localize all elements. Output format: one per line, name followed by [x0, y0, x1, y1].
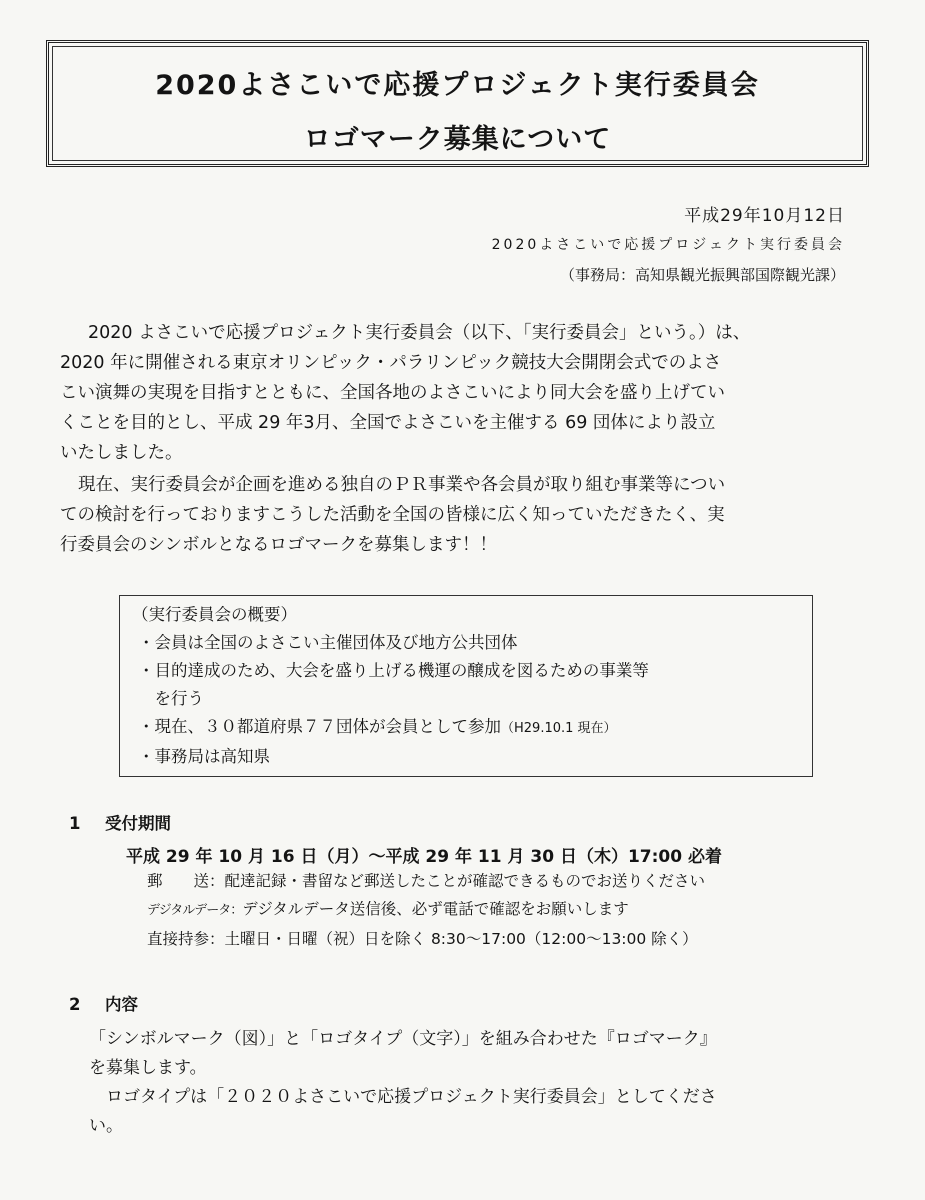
section-number: 2: [69, 995, 81, 1014]
summary-item: [138, 713, 800, 743]
summary-item: ・事務局は高知県: [138, 747, 270, 766]
intro-text: [60, 318, 860, 560]
title-box: [46, 40, 869, 167]
section-title: 受付期間: [105, 814, 171, 833]
reception-period: 平成 29 年 10 月 16 日（月）～平成 29 年 11 月 30 日（木）17:00 必着: [126, 847, 722, 867]
section-reception-period: [69, 810, 889, 953]
issue-date: 平成29年10月12日: [684, 206, 845, 226]
body-line: ロゴタイプは「２０２０よさこいで応援プロジェクト実行委員会」としてくださ: [89, 1087, 717, 1107]
summary-item-text: ・現在、３０都道府県７７団体が会員として参加: [138, 717, 501, 736]
body-line: い。: [89, 1116, 123, 1136]
section-heading: [69, 810, 889, 834]
section-body: [89, 1025, 889, 1141]
document-title: 2020よさこいで応援プロジェクト実行委員会: [155, 70, 760, 101]
intro-line: ての検討を行っておりますこうした活動を全国の皆様に広く知っていただきたく、実: [60, 505, 725, 525]
intro-line: 2020 年に開催される東京オリンピック・パラリンピック競技大会開閉会式でのよさ: [60, 353, 722, 373]
body-line: 「シンボルマーク（図）」と「ロゴタイプ（文字）」を組み合わせた『ロゴマーク』: [89, 1029, 717, 1049]
submission-method: [147, 867, 889, 895]
summary-item-note: （H29.10.1 現在）: [501, 721, 617, 736]
document-subtitle: ロゴマーク募集について: [303, 124, 612, 155]
method-text: 配達記録・書留など郵送したことが確認できるものでお送りください: [224, 872, 706, 890]
intro-line: くことを目的とし、平成 29 年3月、全国でよさこいを主催する 69 団体により設立: [60, 413, 716, 433]
method-label: デジタルデータ：: [147, 903, 243, 918]
summary-item: ・会員は全国のよさこい主催団体及び地方公共団体: [138, 633, 518, 652]
submission-method: [147, 925, 889, 953]
issuer-office: （事務局：高知県観光振興部国際観光課）: [559, 266, 845, 284]
intro-line: いたしました。: [60, 443, 183, 463]
section-number: 1: [69, 814, 81, 833]
intro-line: 現在、実行委員会が企画を進める独自のＰＲ事業や各会員が取り組む事業等につい: [78, 475, 726, 495]
section-contents: [69, 991, 889, 1141]
method-label: 郵 送：: [147, 872, 225, 890]
issuer-organization: 2020よさこいで応援プロジェクト実行委員会: [491, 237, 845, 253]
intro-line: 行委員会のシンボルとなるロゴマークを募集します！！: [60, 535, 498, 555]
submission-method: [147, 895, 889, 925]
body-line: を募集します。: [89, 1058, 207, 1078]
method-text: 土曜日・日曜（祝）日を除く 8:30～17:00（12:00～13:00 除く）: [224, 930, 698, 948]
method-text: デジタルデータ送信後、必ず電話で確認をお願いします: [242, 900, 629, 918]
intro-line: 2020 よさこいで応援プロジェクト実行委員会（以下、「実行委員会」という。）は、: [88, 323, 751, 343]
summary-item: を行う: [138, 689, 204, 708]
section-heading: [69, 991, 889, 1015]
intro-paragraph-1: [60, 318, 860, 468]
summary-title: （実行委員会の概要）: [132, 605, 297, 624]
issuer-block: [492, 201, 845, 285]
intro-line: こい演舞の実現を目指すとともに、全国各地のよさこいにより同大会を盛り上げてい: [60, 383, 725, 403]
section-title: 内容: [105, 995, 138, 1014]
method-label: 直接持参：: [147, 930, 225, 948]
summary-item: ・目的達成のため、大会を盛り上げる機運の醸成を図るための事業等: [138, 661, 649, 680]
committee-summary-box: [119, 595, 813, 777]
intro-paragraph-2: [60, 470, 860, 560]
